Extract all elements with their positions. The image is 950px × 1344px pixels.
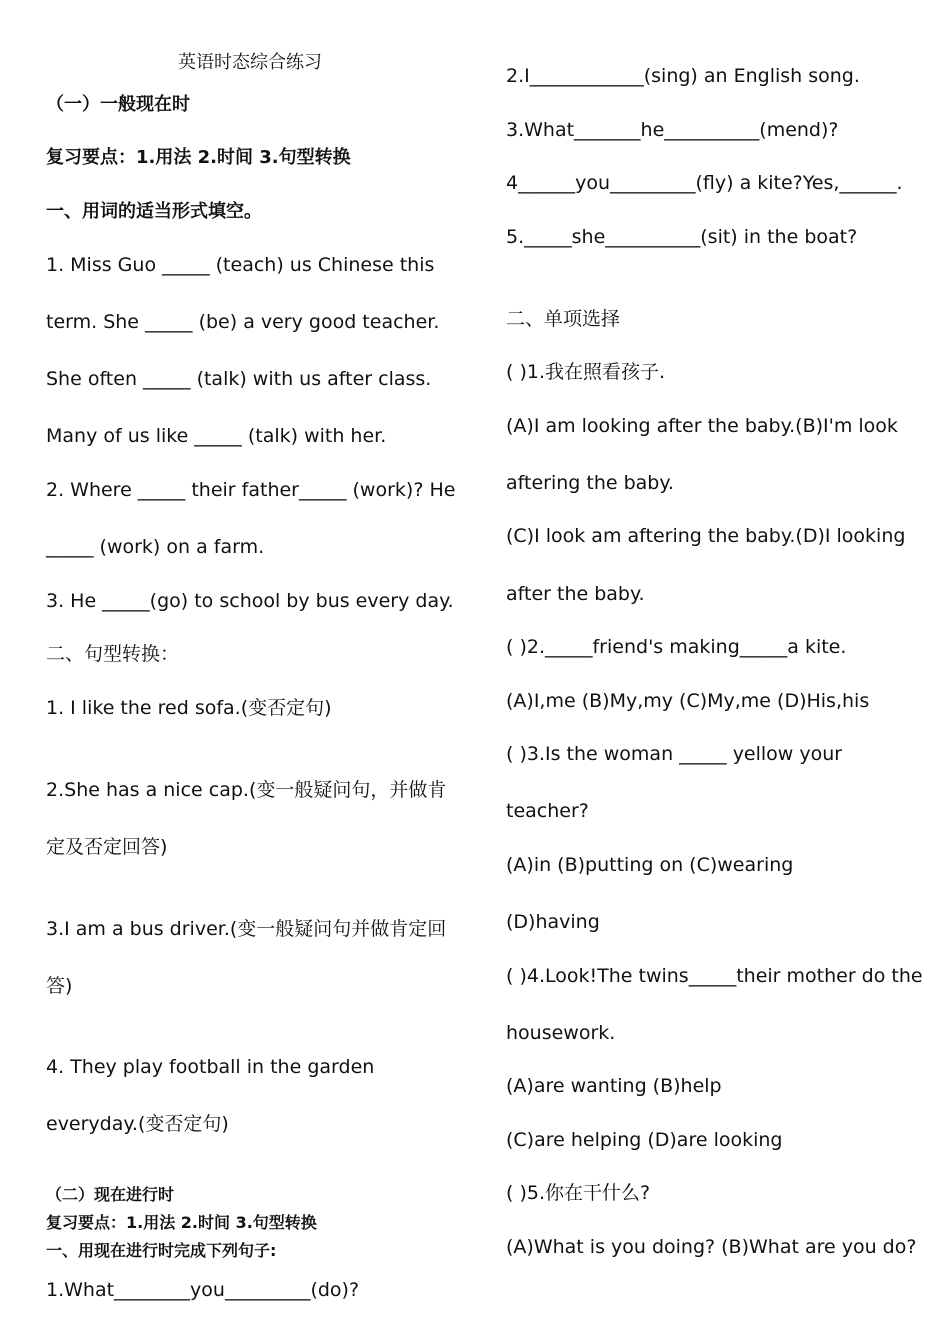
choice-line: (C)are helping (D)are looking (506, 1129, 783, 1151)
choice-line: ( )2._____friend's making_____a kite. (506, 636, 847, 658)
progressive-question: 5._____she__________(sit) in the boat? (506, 226, 858, 248)
progressive-question: 3.What_______he__________(mend)? (506, 119, 839, 141)
choice-line: ( )4.Look!The twins_____their mother do the (506, 965, 923, 987)
fill-line: term. She _____ (be) a very good teacher. (46, 311, 440, 333)
document-title: 英语时态综合练习 (178, 52, 322, 73)
choice-line: (C)I look am aftering the baby.(D)I looking (506, 525, 906, 547)
transform-line: 4. They play football in the garden (46, 1056, 375, 1078)
progressive-question: 1.What________you_________(do)? (46, 1279, 360, 1301)
fill-line: _____ (work) on a farm. (46, 536, 265, 558)
choice-line: teacher? (506, 800, 589, 822)
choice-line: (A)What is you doing? (B)What are you do? (506, 1236, 917, 1258)
choice-line: aftering the baby. (506, 472, 674, 494)
choice-line: ( )3.Is the woman _____ yellow your (506, 743, 843, 765)
fill-line: She often _____ (talk) with us after class. (46, 368, 432, 390)
choice-line: after the baby. (506, 583, 645, 605)
progressive-question: 2.I____________(sing) an English song. (506, 65, 860, 87)
transform-line: 3.I am a bus driver.(变一般疑问句并做肯定回 (46, 918, 447, 940)
fill-line: 3. He _____(go) to school by bus every day. (46, 590, 454, 612)
choice-line: (A)in (B)putting on (C)wearing (506, 854, 794, 876)
part-heading-transform: 二、句型转换： (46, 643, 180, 665)
choice-line: (A)I am looking after the baby.(B)I'm look (506, 415, 898, 437)
transform-line: 答) (46, 975, 73, 997)
choice-line: housework. (506, 1022, 616, 1044)
part-heading-multiple-choice: 二、单项选择 (506, 308, 621, 330)
transform-line: 2.She has a nice cap.(变一般疑问句，并做肯 (46, 779, 447, 801)
choice-line: ( )5.你在干什么? (506, 1182, 651, 1204)
section-heading-present-simple: （一）一般现在时 (46, 94, 190, 115)
transform-line: 1. I like the red sofa.(变否定句) (46, 697, 332, 719)
section-heading-present-progressive: （二）现在进行时 (46, 1185, 175, 1204)
fill-line: Many of us like _____ (talk) with her. (46, 425, 387, 447)
review-points: 复习要点：1.用法 2.时间 3.句型转换 (46, 1213, 317, 1232)
choice-line: (A)are wanting (B)help (506, 1075, 722, 1097)
part-heading-fill-in: 一、用词的适当形式填空。 (46, 201, 262, 222)
fill-line: 2. Where _____ their father_____ (work)? He (46, 479, 456, 501)
choice-line: ( )1.我在照看孩子. (506, 361, 666, 383)
progressive-question: 4______you_________(fly) a kite?Yes,______. (506, 172, 903, 194)
choice-line: (D)having (506, 911, 600, 933)
part-heading-progressive: 一、用现在进行时完成下列句子: (46, 1241, 277, 1260)
choice-line: (A)I,me (B)My,my (C)My,me (D)His,his (506, 690, 870, 712)
transform-line: everyday.(变否定句) (46, 1113, 229, 1135)
review-points: 复习要点：1.用法 2.时间 3.句型转换 (46, 147, 351, 168)
fill-line: 1. Miss Guo _____ (teach) us Chinese this (46, 254, 435, 276)
transform-line: 定及否定回答) (46, 836, 168, 858)
